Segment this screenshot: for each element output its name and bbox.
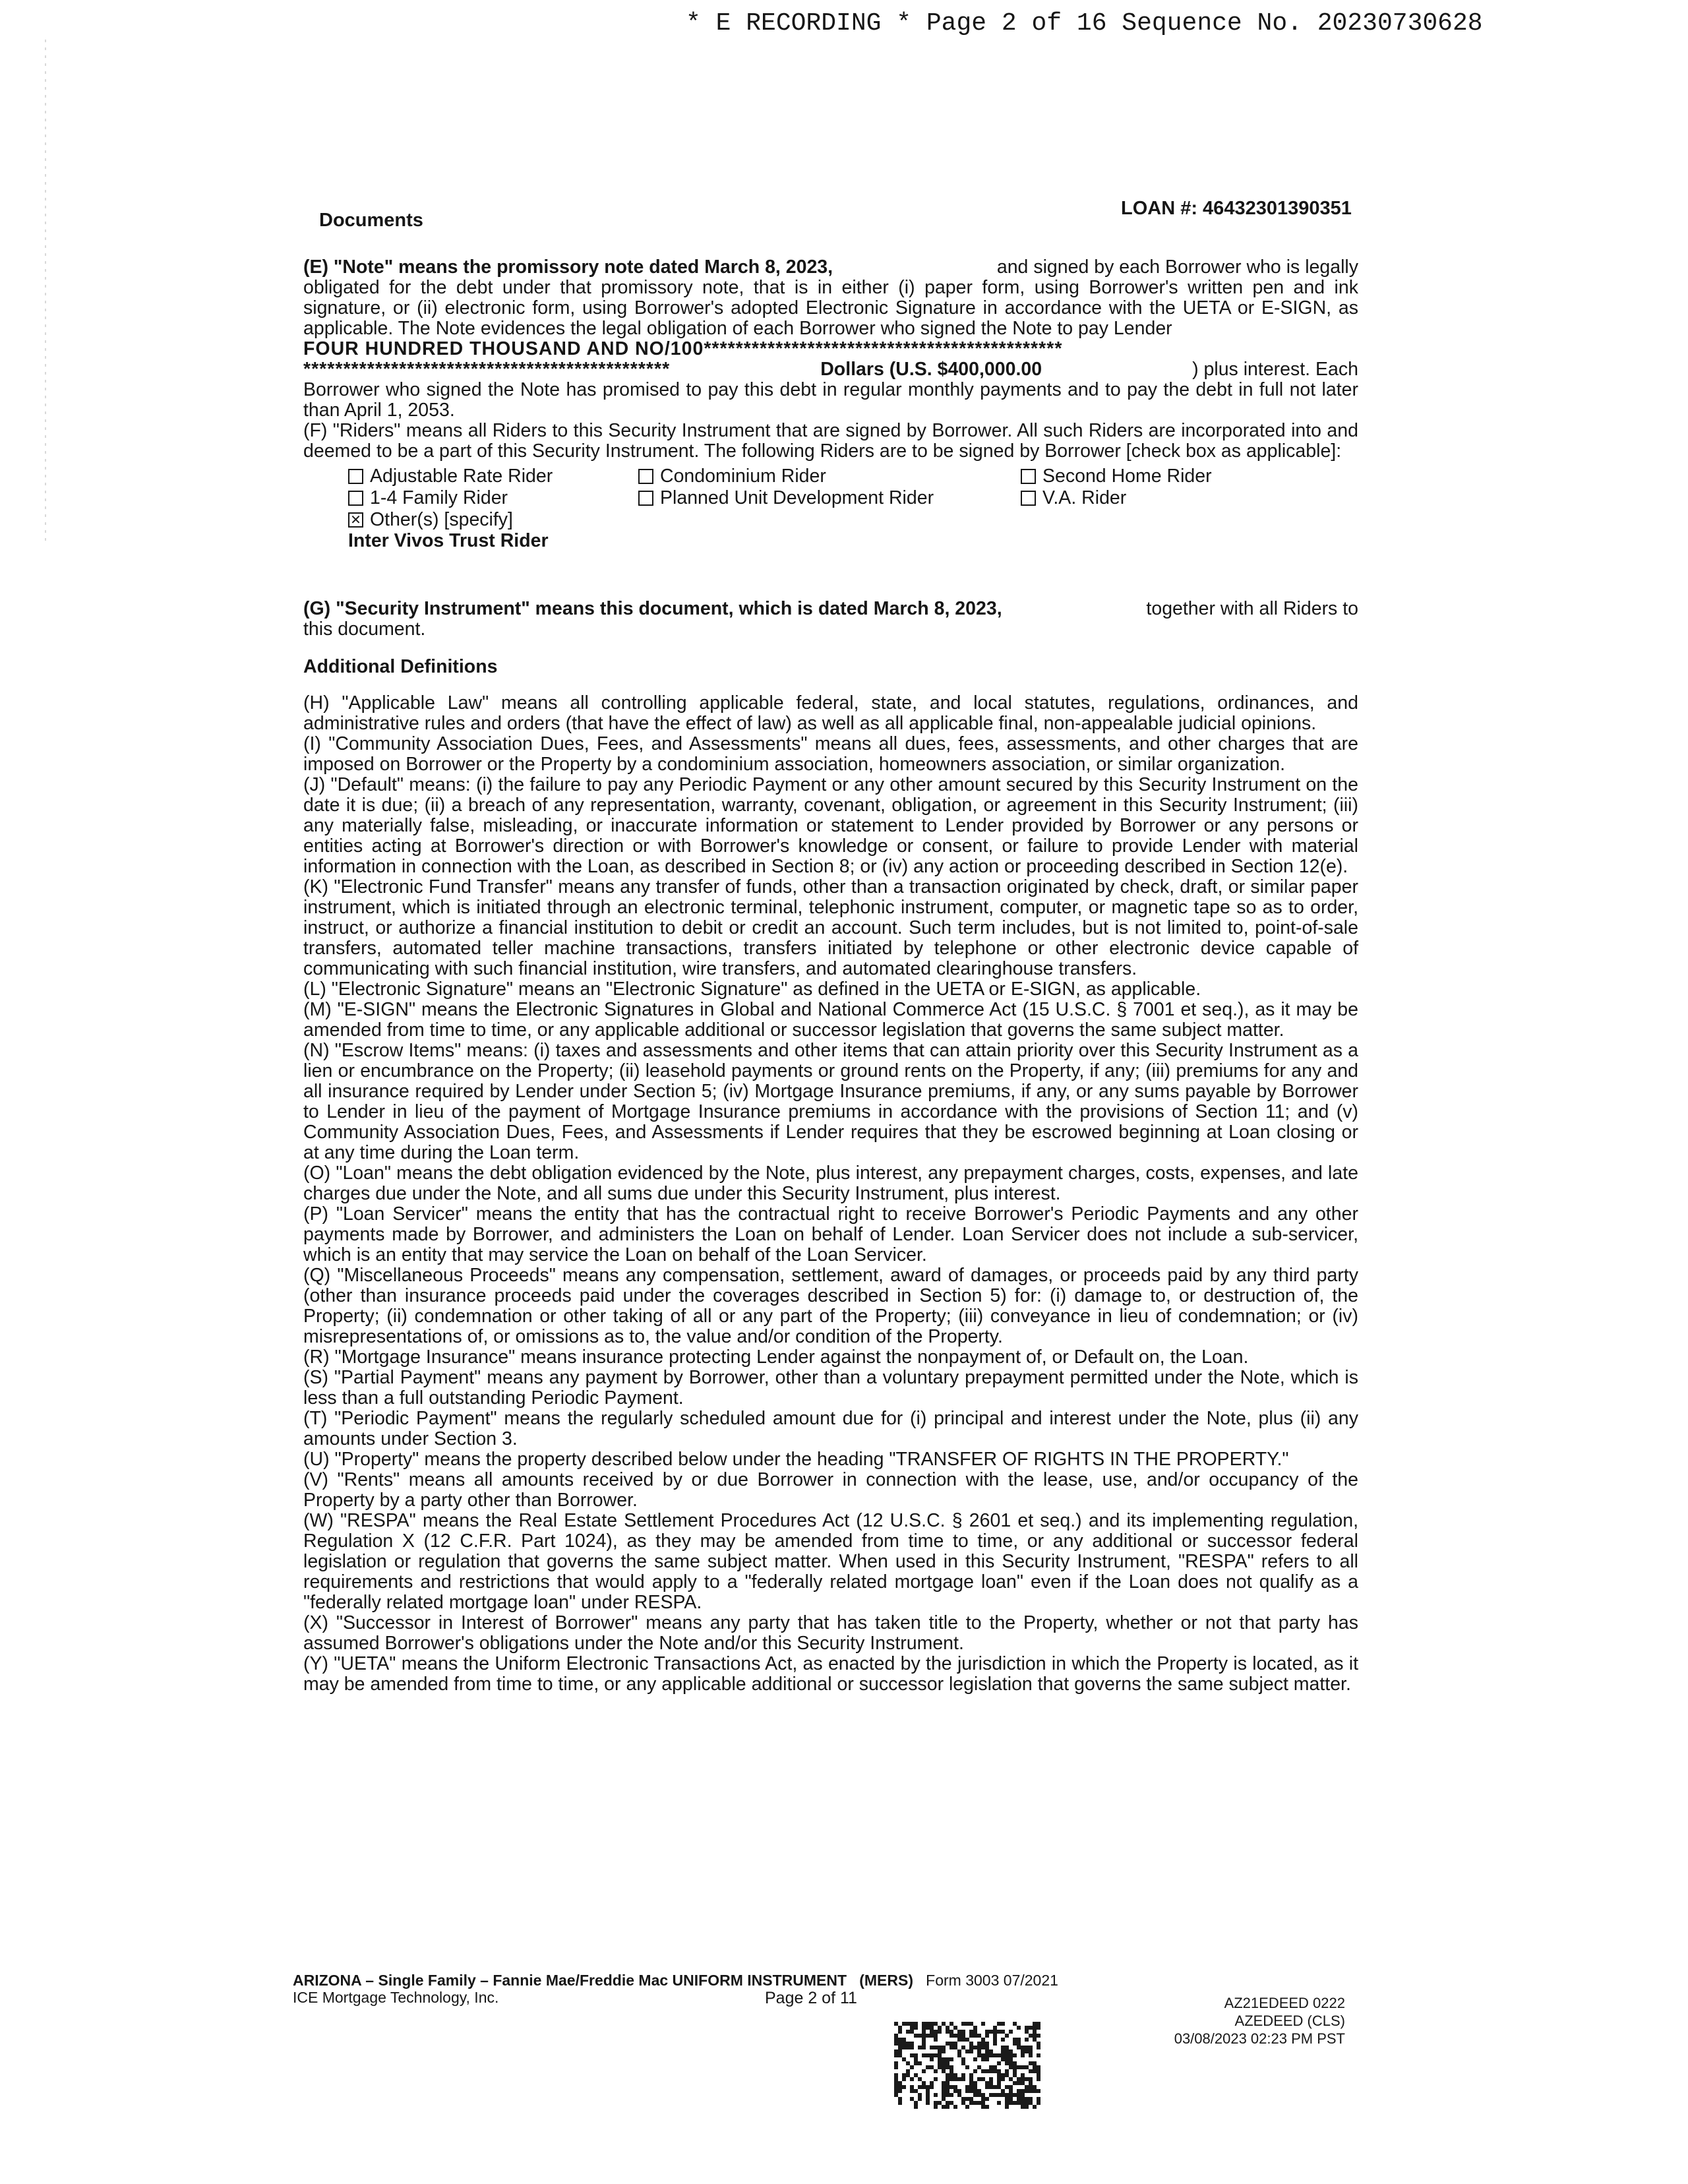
rider-va[interactable] xyxy=(1021,487,1350,509)
security-instrument-line1 xyxy=(303,599,1358,619)
rider-label: Other(s) [specify] xyxy=(370,509,513,530)
definition-loan-servicer: (P) "Loan Servicer" means the entity that has the contractual right to receive Borrower's Periodic Payments and any other payments made by Borrower, and administers the Loan on behalf of Lender. Loan Servicer does not include a sub-servicer, which is an entity that may service the Loan on behalf of the Loan Servicer. xyxy=(303,1203,1358,1265)
definition-loan: (O) "Loan" means the debt obligation evidenced by the Note, plus interest, any prepayment charges, costs, expenses, and late charges due under the Note, and all sums due under this Security Instrument, plus interest. xyxy=(303,1163,1358,1204)
footer-page-number: Page 2 of 11 xyxy=(765,1989,857,2007)
note-amount-line xyxy=(303,359,1358,380)
loan-number: LOAN #: 46432301390351 xyxy=(1121,198,1352,219)
note-amount-words: FOUR HUNDRED THOUSAND AND NO/100********************************************* xyxy=(303,338,1063,359)
rider-second-home[interactable] xyxy=(1021,466,1350,487)
rider-label: Planned Unit Development Rider xyxy=(660,487,934,508)
note-line1-left: (E) "Note" means the promissory note dated March 8, 2023, xyxy=(303,257,833,278)
footer-form: Form 3003 07/2021 xyxy=(926,1972,1058,1989)
checkbox[interactable] xyxy=(348,469,363,484)
definition-e-sign: (M) "E-SIGN" means the Electronic Signatures in Global and National Commerce Act (15 U.S.C. § 7001 et seq.), as it may be amended from time to time, or any applicable additional or successor legislation that governs the same subject matter. xyxy=(303,999,1358,1041)
rider-planned-unit-development[interactable] xyxy=(638,487,1021,509)
footer-mers: (MERS) xyxy=(859,1972,913,1989)
note-definition-body: obligated for the debt under that promissory note, that is in either (i) paper form, using Borrower's written pen and ink signature, or (ii) electronic form, using Borrower's adopted Electronic Signature in accordance with the UETA or E-SIGN, as applicable. The Note evidences the legal obligation of each Borrower who signed the Note to pay Lender xyxy=(303,277,1358,339)
note-line1-right: and signed by each Borrower who is legally xyxy=(996,257,1358,278)
definition-ueta: (Y) "UETA" means the Uniform Electronic Transactions Act, as enacted by the jurisdiction in which the Property is located, as it may be amended from time to time, or any applicable additional or successor legislation that governs the same subject matter. xyxy=(303,1653,1358,1695)
definition-escrow-items: (N) "Escrow Items" means: (i) taxes and assessments and other items that can attain priority over this Security Instrument as a lien or encumbrance on the Property; (ii) leasehold payments or ground rents on the Property, if any; (iii) premiums for any and all insurance required by Lender under Section 5; (iv) Mortgage Insurance premiums, if any, or any sums payable by Borrower to Lender in lieu of the payment of Mortgage Insurance premiums in accordance with the provisions of Section 11; and (v) Community Association Dues, Fees, and Assessments if Lender requires that they be escrowed beginning at Loan closing or at any time during the Loan term. xyxy=(303,1040,1358,1163)
rider-condominium[interactable] xyxy=(638,466,1021,487)
additional-definitions-title: Additional Definitions xyxy=(303,656,498,677)
definition-mortgage-insurance: (R) "Mortgage Insurance" means insurance protecting Lender against the nonpayment of, or Default on, the Loan. xyxy=(303,1347,1249,1368)
rider-adjustable-rate[interactable] xyxy=(348,466,638,487)
definition-rents: (V) "Rents" means all amounts received by or due Borrower in connection with the lease, use, and/or occupancy of the Property by a party other than Borrower. xyxy=(303,1469,1358,1511)
definition-periodic-payment: (T) "Periodic Payment" means the regularly scheduled amount due for (i) principal and interest under the Note, plus (ii) any amounts under Section 3. xyxy=(303,1408,1358,1449)
note-definition-body2: Borrower who signed the Note has promised to pay this debt in regular monthly payments and to pay the debt in full not later than April 1, 2053. xyxy=(303,379,1358,421)
checkbox-checked[interactable]: ✕ xyxy=(348,512,363,528)
security-instrument-left: (G) "Security Instrument" means this document, which is dated March 8, 2023, xyxy=(303,598,1002,619)
footer-line1 xyxy=(293,1972,1058,1989)
document-body xyxy=(303,257,1358,1695)
note-definition-line1 xyxy=(303,257,1358,278)
checkbox[interactable] xyxy=(1021,491,1036,506)
scan-artifact xyxy=(45,40,46,541)
definition-community-association: (I) "Community Association Dues, Fees, and Assessments" means all dues, fees, assessments, and other charges that are imposed on Borrower or the Property by a condominium association, homeowners association, or similar organization. xyxy=(303,733,1358,775)
note-dollars: Dollars (U.S. $400,000.00 xyxy=(820,359,1042,380)
riders-checklist xyxy=(348,466,1358,531)
definition-miscellaneous-proceeds: (Q) "Miscellaneous Proceeds" means any compensation, settlement, award of damages, or proceeds paid by any third party (other than insurance proceeds paid under the coverages described in Section 5) for: (i) damage to, or destruction of, the Property; (ii) condemnation or other taking of all or any part of the Property; (iii) conveyance in lieu of condemnation; or (iv) misrepresentations of, or omissions as to, the value and/or condition of the Property. xyxy=(303,1265,1358,1347)
footer-timestamp: 03/08/2023 02:23 PM PST xyxy=(1174,2030,1345,2047)
definition-respa: (W) "RESPA" means the Real Estate Settlement Procedures Act (12 U.S.C. § 2601 et seq.) and its implementing regulation, Regulation X (12 C.F.R. Part 1024), as they may be amended from time to time, or any additional or successor federal legislation or regulation that governs the same subject matter. When used in this Security Instrument, "RESPA" refers to all requirements and restrictions that would apply to a "federally related mortgage loan" even if the Loan does not qualify as a "federally related mortgage loan" under RESPA. xyxy=(303,1510,1358,1613)
note-plus-interest: ) plus interest. Each xyxy=(1192,359,1358,380)
definition-default: (J) "Default" means: (i) the failure to pay any Periodic Payment or any other amount secured by this Security Instrument on the date it is due; (ii) a breach of any representation, warranty, covenant, obligation, or agreement in this Security Instrument; (iii) any materially false, misleading, or inaccurate information or statement to Lender provided by Borrower or any persons or entities acting at Borrower's direction or with Borrower's knowledge or consent, or failure to provide Lender with material information in connection with the Loan, as described in Section 8; or (iv) any action or proceeding described in Section 12(e). xyxy=(303,774,1358,877)
checkbox[interactable] xyxy=(348,491,363,506)
rider-label: Condominium Rider xyxy=(660,466,826,487)
checkbox[interactable] xyxy=(1021,469,1036,484)
rider-others[interactable] xyxy=(348,509,638,531)
security-instrument-definition xyxy=(303,599,1358,640)
rider-label: 1-4 Family Rider xyxy=(370,487,508,508)
rider-other-specified: Inter Vivos Trust Rider xyxy=(348,530,549,551)
footer-code2: AZEDEED (CLS) xyxy=(1234,2013,1345,2029)
riders-definition: (F) "Riders" means all Riders to this Security Instrument that are signed by Borrower. All such Riders are incorporated into and deemed to be a part of this Security Instrument. The following Riders are to be signed by Borrower [check box as applicable]: xyxy=(303,420,1358,462)
rider-1-4-family[interactable] xyxy=(348,487,638,509)
checkbox[interactable] xyxy=(638,469,653,484)
definition-electronic-signature: (L) "Electronic Signature" means an "Electronic Signature" as defined in the UETA or E-SIGN, as applicable. xyxy=(303,979,1201,1000)
footer-code1: AZ21EDEED 0222 xyxy=(1224,1995,1345,2011)
rider-label: Second Home Rider xyxy=(1042,466,1212,487)
footer-form-info xyxy=(293,1972,1058,2006)
footer-vendor: ICE Mortgage Technology, Inc. xyxy=(293,1989,499,2006)
definition-applicable-law: (H) "Applicable Law" means all controlling applicable federal, state, and local statutes, regulations, ordinances, and administrative rules and orders (that have the effect of law) as well as all applicable final, non-appealable judicial opinions. xyxy=(303,692,1358,734)
recording-header: * E RECORDING * Page 2 of 16 Sequence No. 20230730628 xyxy=(686,9,1483,38)
barcode-icon xyxy=(894,2022,1040,2111)
section-heading-documents: Documents xyxy=(319,210,423,231)
definition-successor-in-interest: (X) "Successor in Interest of Borrower" means any party that has taken title to the Property, whether or not that party has assumed Borrower's obligations under the Note and/or this Security Instrument. xyxy=(303,1612,1358,1654)
definition-property: (U) "Property" means the property described below under the heading "TRANSFER OF RIGHTS IN THE PROPERTY." xyxy=(303,1449,1289,1470)
footer-codes xyxy=(1121,1994,1345,2048)
definition-partial-payment: (S) "Partial Payment" means any payment by Borrower, other than a voluntary prepayment permitted under the Note, which is less than a full outstanding Periodic Payment. xyxy=(303,1367,1358,1409)
note-stars: ********************************************** xyxy=(303,359,671,380)
rider-label: Adjustable Rate Rider xyxy=(370,466,553,487)
checkbox[interactable] xyxy=(638,491,653,506)
rider-label: V.A. Rider xyxy=(1042,487,1127,508)
security-instrument-right: together with all Riders to xyxy=(1146,598,1358,619)
footer-instrument: ARIZONA – Single Family – Fannie Mae/Freddie Mac UNIFORM INSTRUMENT xyxy=(293,1972,847,1989)
definition-electronic-fund-transfer: (K) "Electronic Fund Transfer" means any transfer of funds, other than a transaction originated by check, draft, or similar paper instrument, which is initiated through an electronic terminal, telephonic instrument, computer, or magnetic tape so as to order, instruct, or authorize a financial institution to debit or credit an account. Such term includes, but is not limited to, point-of-sale transfers, automated teller machine transactions, transfers initiated by telephone or other electronic device capable of communicating with such financial institution, wire transfers, and automated clearinghouse transfers. xyxy=(303,876,1358,979)
security-instrument-tail: this document. xyxy=(303,619,426,640)
